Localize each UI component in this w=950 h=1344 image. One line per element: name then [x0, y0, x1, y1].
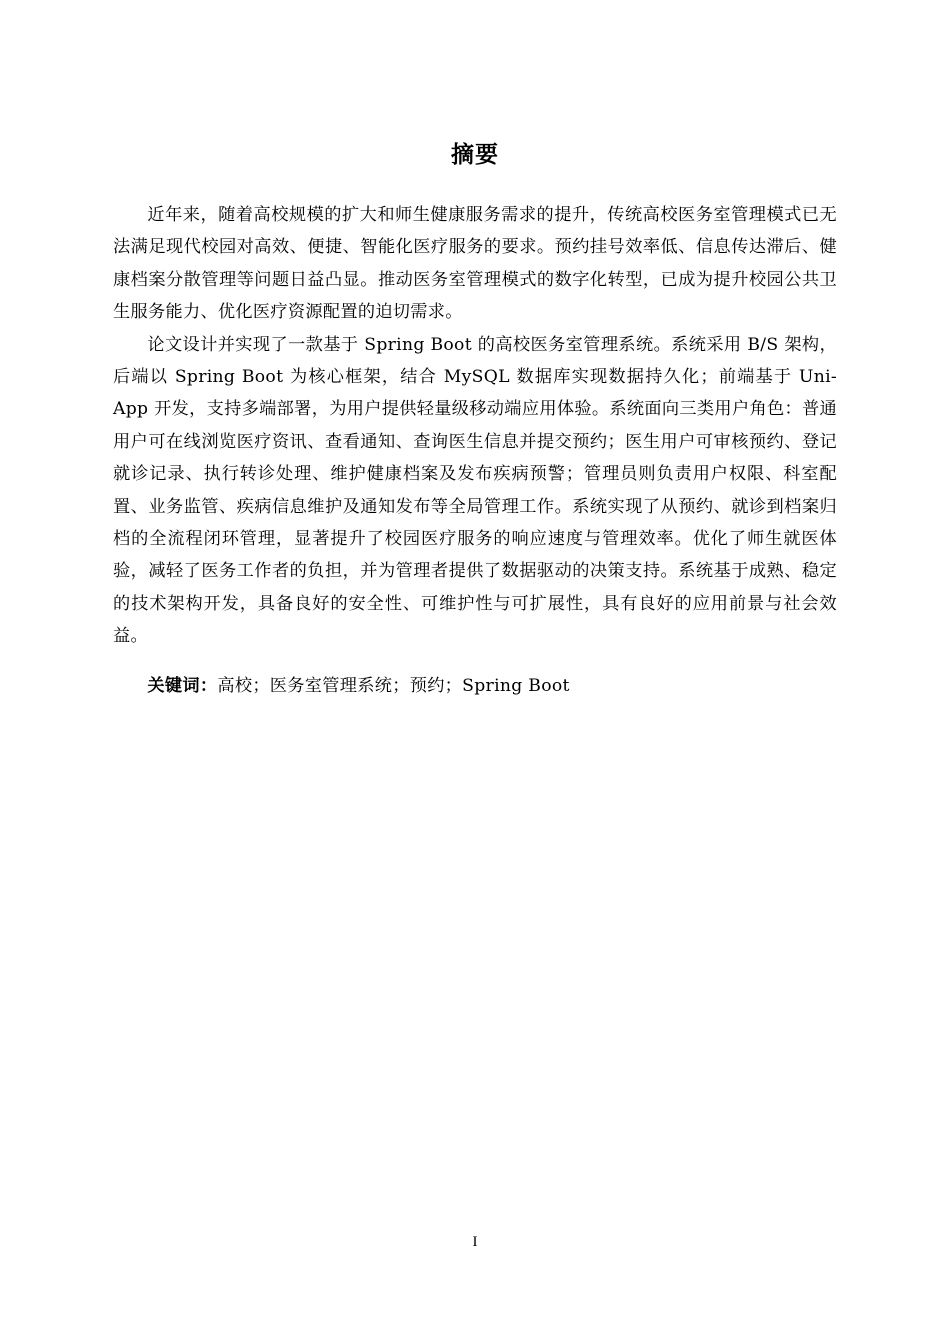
page-number: I — [472, 1234, 478, 1250]
abstract-title: 摘要 — [451, 142, 499, 168]
keywords-line — [113, 670, 837, 702]
abstract-body — [113, 199, 837, 653]
abstract-paragraph-2: 论文设计并实现了一款基于 Spring Boot 的高校医务室管理系统。系统采用 B/S 架构，后端以 Spring Boot 为核心框架，结合 MySQL 数据库实现数据持久化；前端基于 Uni-App 开发，支持多端部署，为用户提供轻量级移动端应用体验。系统面向三类用户角色：普通用户可在线浏览医疗资讯、查看通知、查询医生信息并提交预约；医生用户可审核预约、登记就诊记录、执行转诊处理、维护健康档案及发布疾病预警；管理员则负责用户权限、科室配置、业务监管、疾病信息维护及通知发布等全局管理工作。系统实现了从预约、就诊到档案归档的全流程闭环管理，显著提升了校园医疗服务的响应速度与管理效率。优化了师生就医体验，减轻了医务工作者的负担，并为管理者提供了数据驱动的决策支持。系统基于成熟、稳定的技术架构开发，具备良好的安全性、可维护性与可扩展性，具有良好的应用前景与社会效益。 — [113, 334, 837, 647]
keywords-label: 关键词： — [147, 676, 218, 696]
keywords-text: 高校；医务室管理系统；预约；Spring Boot — [217, 676, 570, 696]
abstract-paragraph-1: 近年来，随着高校规模的扩大和师生健康服务需求的提升，传统高校医务室管理模式已无法满足现代校园对高效、便捷、智能化医疗服务的要求。预约挂号效率低、信息传达滞后、健康档案分散管理等问题日益凸显。推动医务室管理模式的数字化转型，已成为提升校园公共卫生服务能力、优化医疗资源配置的迫切需求。 — [113, 205, 837, 323]
